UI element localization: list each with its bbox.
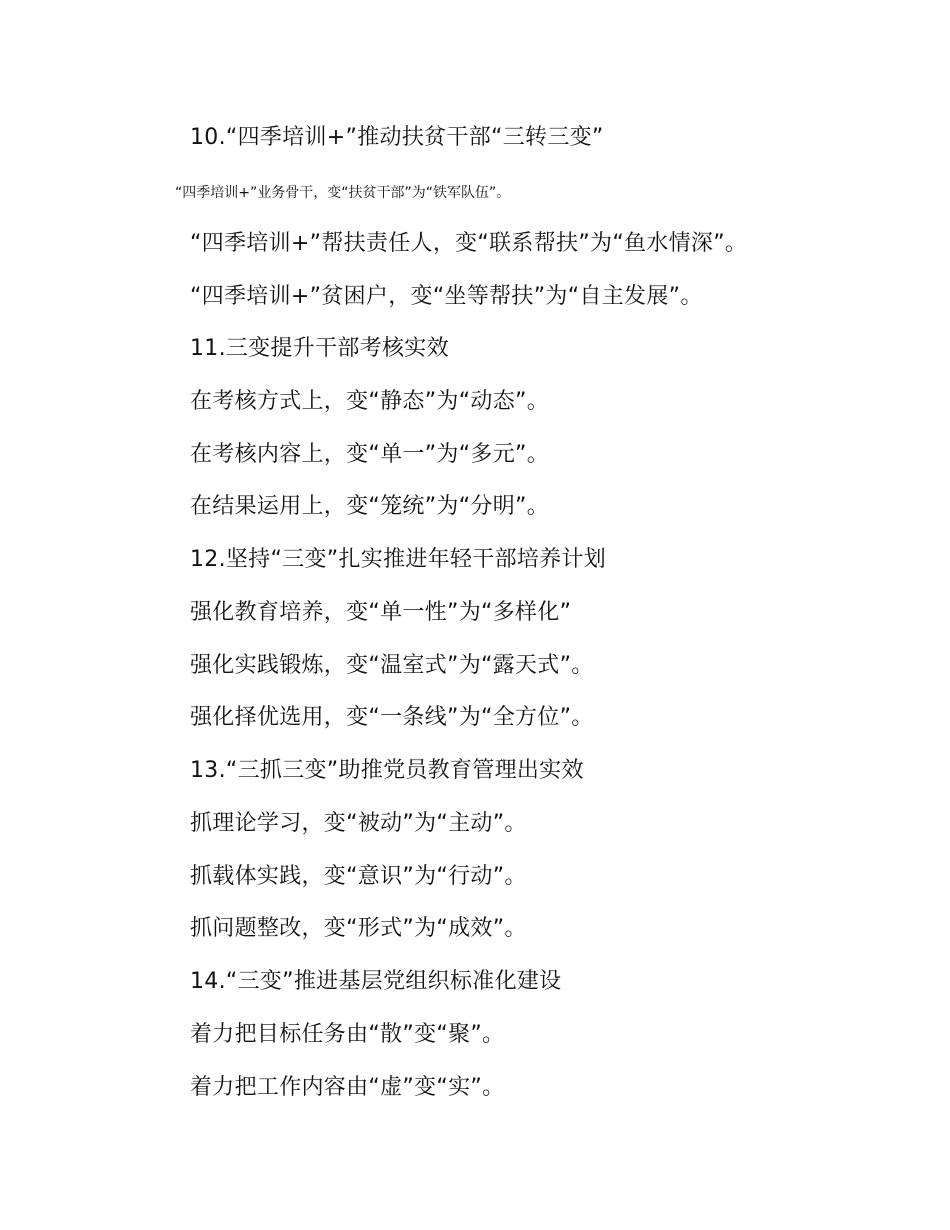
- paragraph-line: “四季培训+”业务骨干，变“扶贫干部”为“铁军队伍”。: [175, 185, 511, 201]
- section-heading-14: 14.“三变”推进基层党组织标准化建设: [190, 969, 562, 994]
- paragraph-line: 抓载体实践，变“意识”为“行动”。: [190, 864, 527, 889]
- section-heading-10: 10.“四季培训+”推动扶贫干部“三转三变”: [190, 125, 604, 150]
- paragraph-line: 在结果运用上，变“笼统”为“分明”。: [190, 494, 549, 519]
- paragraph-line: 着力把目标任务由“散”变“聚”。: [190, 1022, 505, 1047]
- section-heading-13: 13.“三抓三变”助推党员教育管理出实效: [190, 758, 584, 783]
- section-heading-12: 12.坚持“三变”扎实推进年轻干部培养计划: [190, 547, 607, 572]
- paragraph-line: 着力把工作内容由“虚”变“实”。: [190, 1075, 505, 1100]
- paragraph-line: 在考核内容上，变“单一”为“多元”。: [190, 442, 549, 467]
- paragraph-line: 抓理论学习，变“被动”为“主动”。: [190, 811, 527, 836]
- section-heading-11: 11.三变提升干部考核实效: [190, 336, 449, 361]
- paragraph-line: 抓问题整改，变“形式”为“成效”。: [190, 916, 527, 941]
- paragraph-line: 强化择优选用，变“一条线”为“全方位”。: [190, 705, 594, 730]
- paragraph-line: 在考核方式上，变“静态”为“动态”。: [190, 389, 549, 414]
- paragraph-line: 强化实践锻炼，变“温室式”为“露天式”。: [190, 653, 594, 678]
- paragraph-line: “四季培训+”帮扶责任人，变“联系帮扶”为“鱼水情深”。: [190, 231, 748, 256]
- paragraph-line: “四季培训+”贫困户，变“坐等帮扶”为“自主发展”。: [190, 284, 703, 309]
- paragraph-line: 强化教育培养，变“单一性”为“多样化”: [190, 600, 572, 625]
